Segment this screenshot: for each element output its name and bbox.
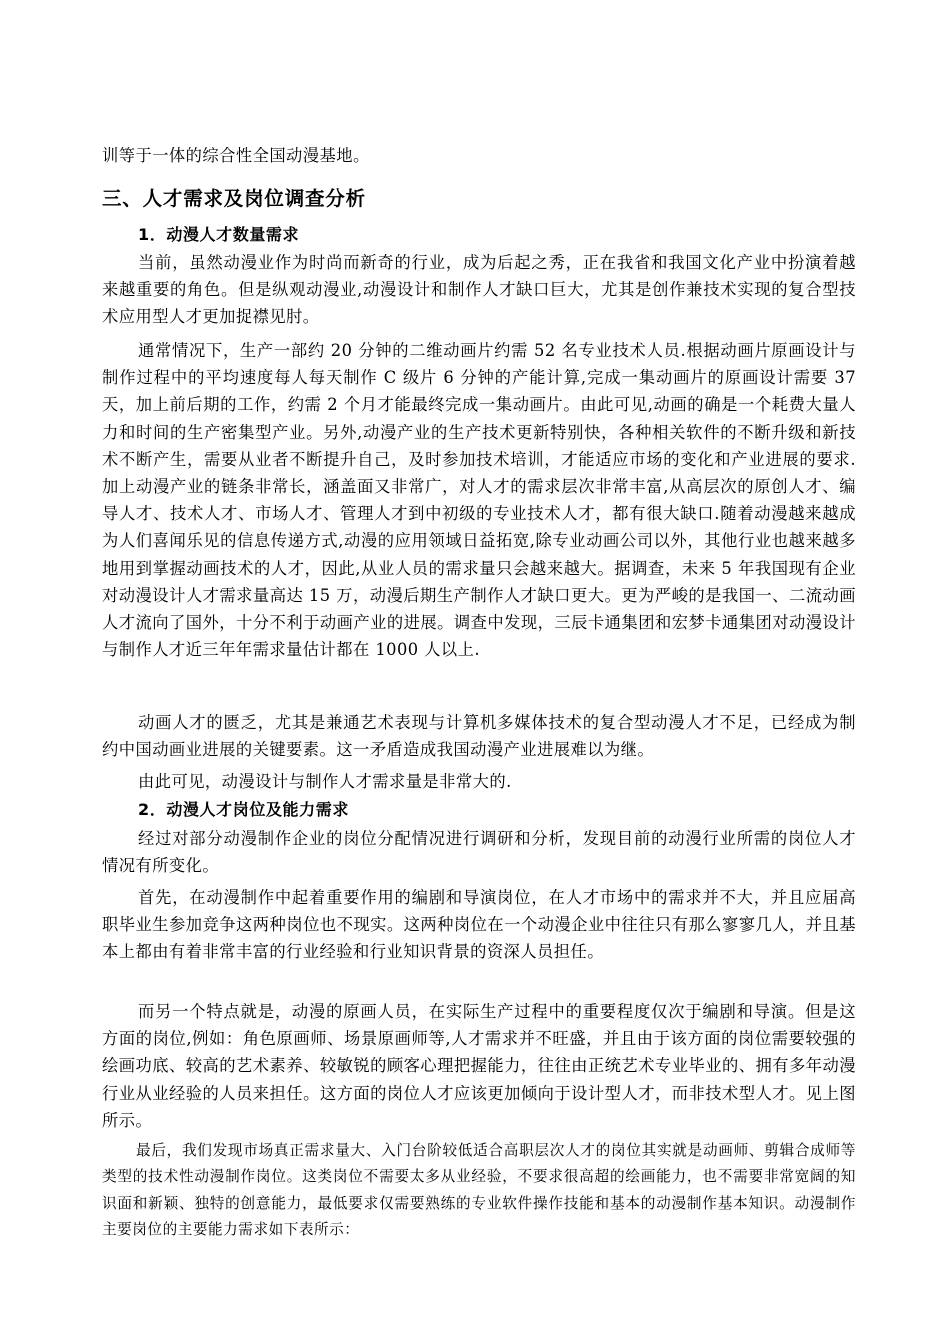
paragraph-screenwriter-director: 首先，在动漫制作中起着重要作用的编剧和导演岗位，在人才市场中的需求并不大，并且应届高职毕业生参加竞争这两种岗位也不现实。这两种岗位在一个动漫企业中往往只有那么寥寥几人，并且基本上都由有着非常丰富的行业经验和行业知识背景的资深人员担任。 (102, 888, 856, 962)
paragraph-talent-shortage: 动画人才的匮乏，尤其是兼通艺术表现与计算机多媒体技术的复合型动漫人才不足，已经成为制约中国动画业进展的关键要素。这一矛盾造成我国动漫产业进展难以为继。 (102, 713, 856, 760)
subsection-heading-positions: 2．动漫人才岗位及能力需求 (138, 800, 349, 819)
subsection-heading-quantity: 1．动漫人才数量需求 (138, 225, 300, 244)
paragraph-production-demand: 通常情况下，生产一部约 20 分钟的二维动画片约需 52 名专业技术人员.根据动画片原画设计与制作过程中的平均速度每人每天制作 C 级片 6 分钟的产能计算,完成一集动画片的原画设计需要 37 天，加上前后期的工作，约需 2 个月才能最终完成一集动画片。由此可见,动画的确是一个耗费大量人力和时间的生产密集型产业。另外,动漫产业的生产技术更新特别快，各种相关软件的不断升级和新技术不断产生，需要从业者不断提升自己，及时参加技术培训，才能适应市场的变化和产业进展的要求.加上动漫产业的链条非常长，涵盖面又非常广，对人才的需求层次非常丰富,从高层次的原创人才、编导人才、技术人才、市场人才、管理人才到中初级的专业技术人才，都有很大缺口.随着动漫越来越成为人们喜闻乐见的信息传递方式,动漫的应用领域日益拓宽,除专业动画公司以外，其他行业也越来越多地用到掌握动画技术的人才，因此,从业人员的需求量只会越来越大。据调查，未来 5 年我国现有企业对动漫设计人才需求量高达 15 万，动漫后期生产制作人才缺口更大。更为严峻的是我国一、二流动画人才流向了国外，十分不利于动画产业的进展。调查中发现，三辰卡通集团和宏梦卡通集团对动漫设计与制作人才近三年年需求量估计都在 1000 人以上. (102, 341, 856, 660)
paragraph-key-animators: 而另一个特点就是，动漫的原画人员，在实际生产过程中的重要程度仅次于编剧和导演。但是这方面的岗位,例如：角色原画师、场景原画师等,人才需求并不旺盛，并且由于该方面的岗位需要较强的绘画功底、较高的艺术素养、较敏锐的顾客心理把握能力，往往由正统艺术专业毕业的、拥有多年动漫行业从业经验的人员来担任。这方面的岗位人才应该更加倾向于设计型人才，而非技术型人才。见上图所示。 (102, 1002, 856, 1130)
paragraph-technical-positions: 最后，我们发现市场真正需求量大、入门台阶较低适合高职层次人才的岗位其实就是动画师、剪辑合成师等类型的技术性动漫制作岗位。这类岗位不需要太多从业经验，不要求很高超的绘画能力，也不需要非常宽阔的知识面和新颖、独特的创意能力，最低要求仅需要熟练的专业软件操作技能和基本的动漫制作基本知识。动漫制作主要岗位的主要能力需求如下表所示： (102, 1142, 856, 1238)
intro-tail-paragraph: 训等于一体的综合性全国动漫基地。 (102, 146, 370, 165)
section-heading: 三、人才需求及岗位调查分析 (102, 187, 366, 210)
paragraph-survey: 经过对部分动漫制作企业的岗位分配情况进行调研和分析，发现目前的动漫行业所需的岗位人才情况有所变化。 (102, 829, 856, 876)
paragraph-conclusion: 由此可见，动漫设计与制作人才需求量是非常大的. (138, 772, 512, 791)
paragraph-current-situation: 当前，虽然动漫业作为时尚而新奇的行业，成为后起之秀，正在我省和我国文化产业中扮演着越来越重要的角色。但是纵观动漫业,动漫设计和制作人才缺口巨大，尤其是创作兼技术实现的复合型技术应用型人才更加捉襟见肘。 (102, 253, 856, 327)
